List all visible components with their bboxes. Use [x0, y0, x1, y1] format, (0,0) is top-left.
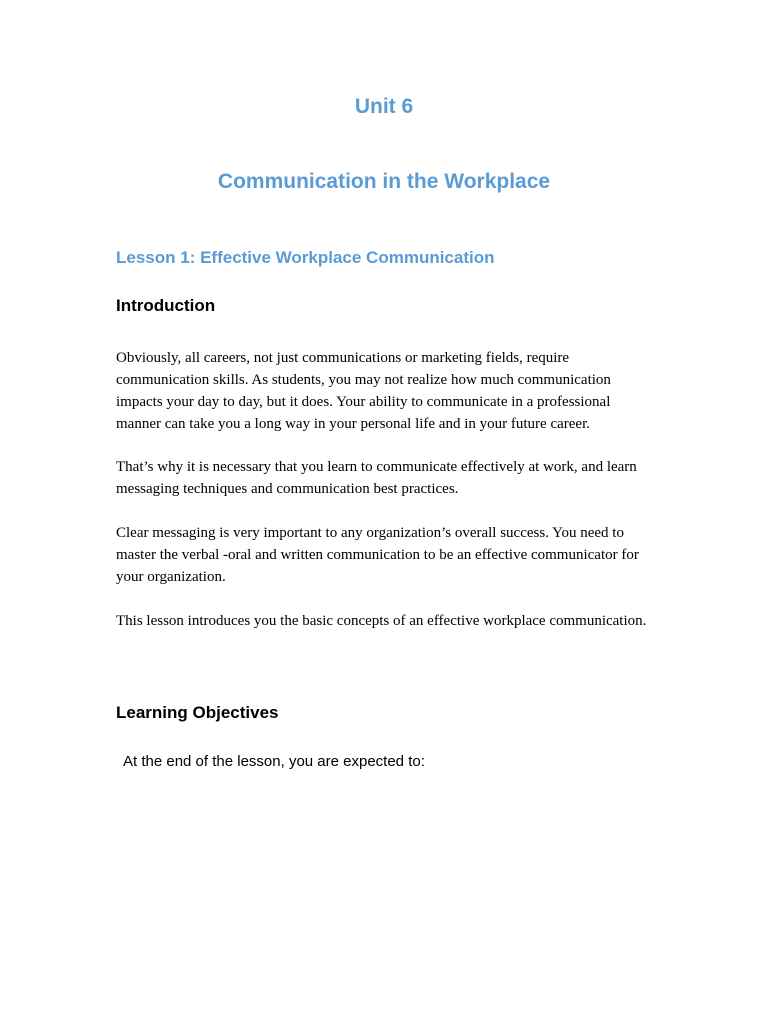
chapter-title: Communication in the Workplace — [217, 170, 551, 193]
learning-objectives-heading: Learning Objectives — [116, 703, 279, 722]
intro-paragraph-2: That’s why it is necessary that you learn to communicate effectively at work, and learn messaging techniques and communication best practices. — [116, 459, 637, 497]
introduction-heading: Introduction — [116, 296, 216, 315]
lesson-title: Lesson 1: Effective Workplace Communication — [116, 248, 495, 267]
intro-paragraph-3: Clear messaging is very important to any organization’s overall success. You need to master the verbal -oral and written communication to be an effective communicator for your organization. — [116, 525, 639, 585]
intro-paragraph-1: Obviously, all careers, not just communications or marketing fields, require communication skills. As students, you may not realize how much communication impacts your day to day, but it does. Your ability to communicate in a professional manner can take you a long way in your personal life and in your future career. — [116, 350, 611, 432]
intro-paragraph-4: This lesson introduces you the basic concepts of an effective workplace communication. — [116, 613, 647, 629]
unit-title: Unit 6 — [354, 95, 414, 118]
learning-objectives-lead: At the end of the lesson, you are expected to: — [123, 753, 425, 770]
